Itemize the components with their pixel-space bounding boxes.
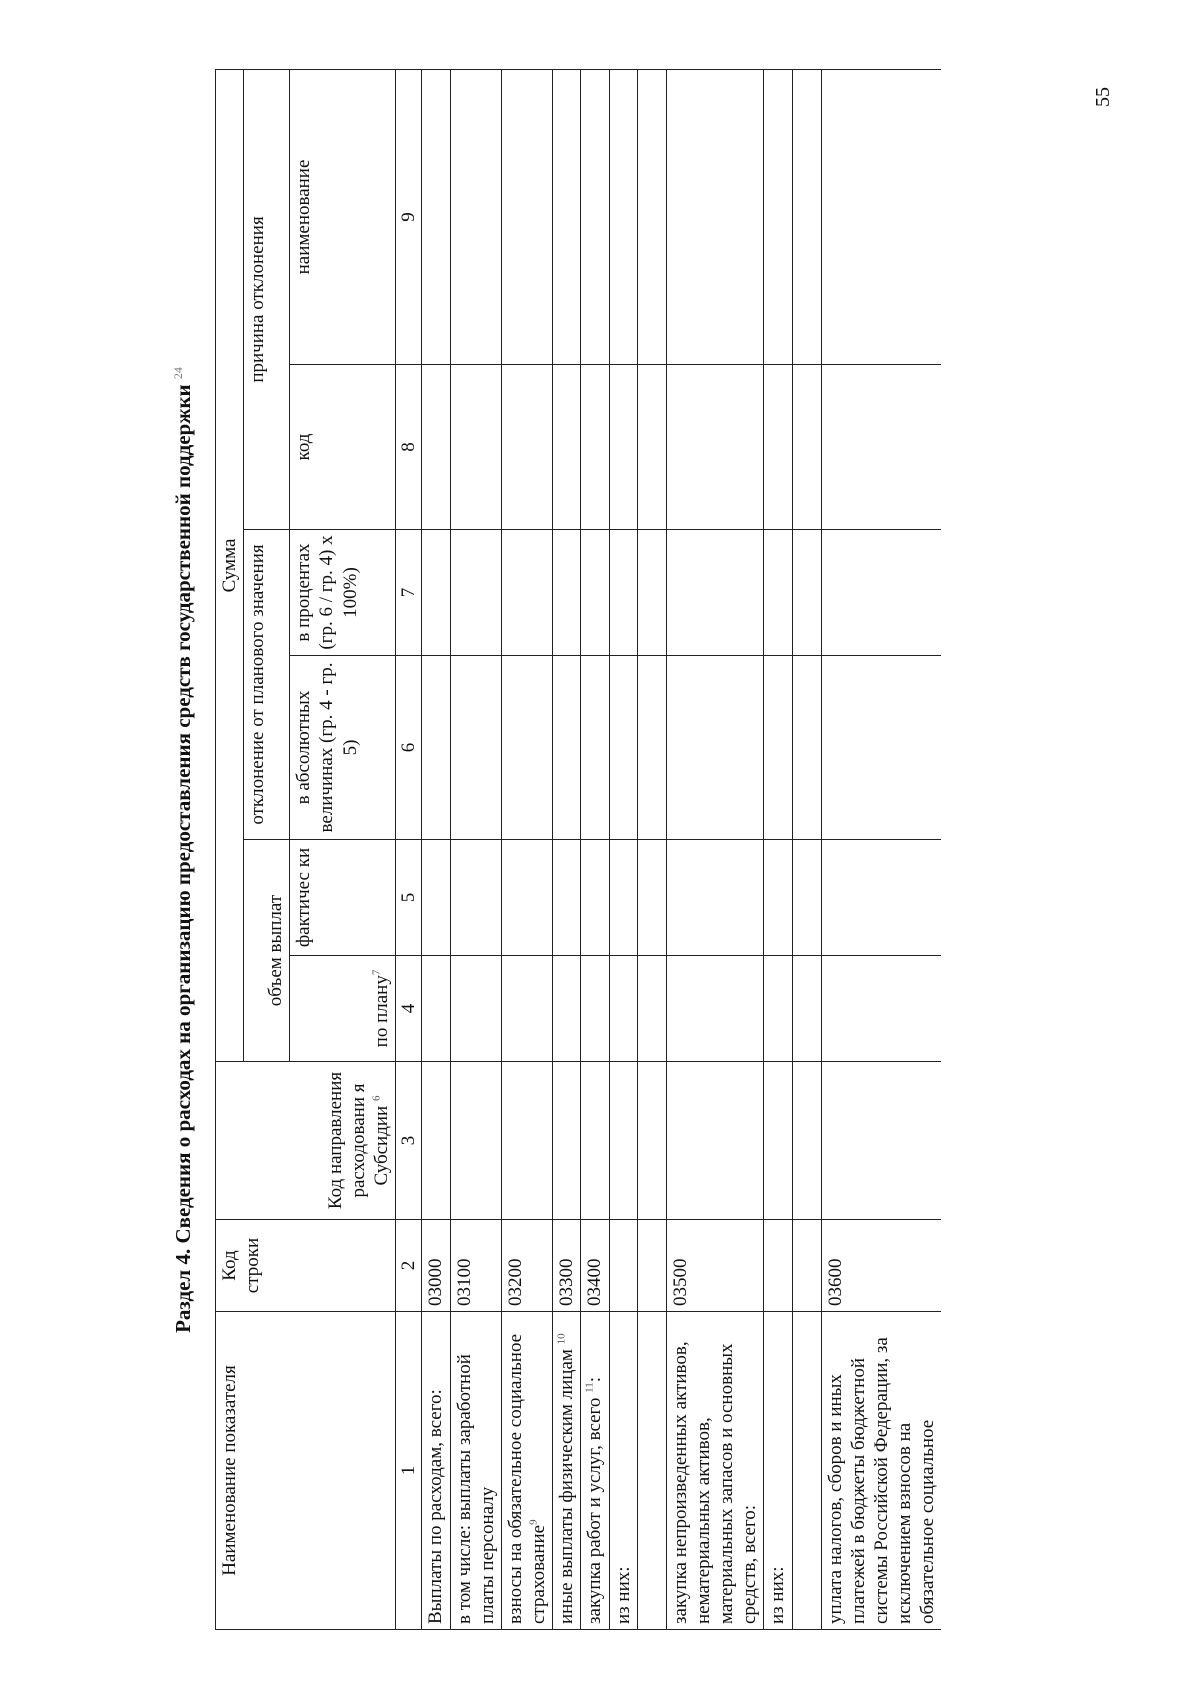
cell [821, 365, 941, 530]
row-code [609, 1220, 637, 1312]
cell [609, 365, 637, 530]
cell [666, 365, 764, 530]
cell [821, 840, 941, 956]
row-code [764, 1220, 792, 1312]
cell [792, 69, 821, 364]
section-title-footnote: 24 [171, 367, 185, 380]
cell [666, 69, 764, 364]
header-direction-code [216, 1062, 396, 1220]
column-number-3: 3 [396, 1062, 422, 1220]
cell [764, 656, 792, 840]
table-row [581, 69, 609, 1629]
cell [821, 656, 941, 840]
row-label [637, 1312, 666, 1630]
cell [422, 530, 450, 656]
header-payments-volume: объем выплат [244, 840, 290, 1062]
row-code: 03000 [422, 1220, 450, 1312]
cell [581, 1062, 609, 1220]
column-number-5: 5 [396, 840, 422, 956]
cell [501, 956, 552, 1062]
cell [553, 956, 581, 1062]
column-number-9: 9 [396, 69, 422, 364]
cell [666, 1062, 764, 1220]
cell [764, 365, 792, 530]
row-label-text: взносы на обязательное социальное страхование [504, 1333, 550, 1624]
cell [637, 365, 666, 530]
column-number-1: 1 [396, 1312, 422, 1630]
cell [581, 530, 609, 656]
table-row [553, 69, 581, 1629]
header-percent: в процентах (гр. 6 / гр. 4) x 100%) [290, 530, 396, 656]
cell [666, 840, 764, 956]
header-sum: Сумма [216, 69, 244, 1061]
cell [422, 1062, 450, 1220]
row-code: 03100 [450, 1220, 501, 1312]
cell [666, 656, 764, 840]
table-row [666, 69, 764, 1629]
cell [450, 1062, 501, 1220]
row-code: 03200 [501, 1220, 552, 1312]
cell [792, 956, 821, 1062]
table-row [637, 69, 666, 1629]
row-label [792, 1312, 821, 1630]
header-actual: фактичес ки [290, 840, 396, 956]
row-code [637, 1220, 666, 1312]
cell [501, 1062, 552, 1220]
row-label [581, 1312, 609, 1630]
header-row-code: Код строки [216, 1220, 396, 1312]
cell [422, 69, 450, 364]
header-reason-name: наименование [290, 69, 396, 364]
cell [553, 530, 581, 656]
cell [821, 1062, 941, 1220]
cell [821, 530, 941, 656]
cell [422, 365, 450, 530]
row-label-text: из них: [767, 1566, 789, 1624]
cell [581, 656, 609, 840]
cell [637, 956, 666, 1062]
row-label [821, 1312, 941, 1630]
cell [666, 530, 764, 656]
cell [792, 656, 821, 840]
cell [553, 1062, 581, 1220]
row-footnote: 11 [584, 1382, 597, 1393]
cell [637, 840, 666, 956]
cell [450, 656, 501, 840]
cell [581, 956, 609, 1062]
cell [637, 656, 666, 840]
header-reason: причина отклонения [244, 69, 290, 529]
cell [422, 956, 450, 1062]
cell [553, 840, 581, 956]
cell [609, 840, 637, 956]
row-label-text: уплата налогов, сборов и иных платежей в бюджеты бюджетной системы Российской Федерации, за исключением взносов на обязательное социальное [824, 1337, 939, 1624]
cell [764, 956, 792, 1062]
cell [581, 840, 609, 956]
section-title [155, 70, 201, 1630]
page-number: 55 [1092, 87, 1114, 107]
column-number-8: 8 [396, 365, 422, 530]
header-indicator-name: Наименование показателя [216, 1312, 396, 1630]
header-deviation: отклонение от планового значения [244, 530, 290, 840]
column-number-6: 6 [396, 656, 422, 840]
cell [501, 365, 552, 530]
cell [637, 530, 666, 656]
column-number-7: 7 [396, 530, 422, 656]
row-label [422, 1312, 450, 1630]
cell [821, 956, 941, 1062]
cell [553, 69, 581, 364]
cell [553, 365, 581, 530]
cell [609, 656, 637, 840]
cell [422, 656, 450, 840]
row-footnote: 10 [555, 1333, 568, 1345]
cell [821, 69, 941, 364]
row-label [553, 1312, 581, 1630]
cell [609, 956, 637, 1062]
row-code: 03600 [821, 1220, 941, 1312]
header-reason-code: код [290, 365, 396, 530]
cell [501, 840, 552, 956]
cell [764, 1062, 792, 1220]
header-abs-values: в абсолютных величинах (гр. 4 - гр. 5) [290, 656, 396, 840]
header-direction-code-text: Код направления расходовани я Субсидии [324, 1071, 392, 1210]
row-label [609, 1312, 637, 1630]
row-label-tail: : [584, 1377, 606, 1383]
row-code: 03400 [581, 1220, 609, 1312]
cell [637, 1062, 666, 1220]
cell [792, 840, 821, 956]
cell [501, 530, 552, 656]
row-code: 03500 [666, 1220, 764, 1312]
cell [450, 840, 501, 956]
row-label-text: Выплаты по расходам, всего: [425, 1389, 447, 1624]
cell [450, 530, 501, 656]
cell [666, 956, 764, 1062]
header-by-plan-text: по плану [371, 975, 392, 1048]
cell [792, 530, 821, 656]
cell [792, 1062, 821, 1220]
row-label [666, 1312, 764, 1630]
cell [450, 365, 501, 530]
cell [581, 69, 609, 364]
row-code [792, 1220, 821, 1312]
cell [609, 530, 637, 656]
cell [764, 530, 792, 656]
cell [764, 69, 792, 364]
cell [450, 69, 501, 364]
row-label-text: из них: [612, 1566, 634, 1624]
cell [609, 1062, 637, 1220]
header-by-plan [290, 956, 396, 1062]
cell [581, 365, 609, 530]
row-label [764, 1312, 792, 1630]
cell [792, 365, 821, 530]
cell [764, 840, 792, 956]
column-number-4: 4 [396, 956, 422, 1062]
cell [609, 69, 637, 364]
expenses-table [215, 69, 941, 1630]
row-label-text: закупка непроизведенных активов, нематериальных активов, материальных запасов и основных средств, всего: [669, 1341, 761, 1624]
table-row [792, 69, 821, 1629]
cell [553, 656, 581, 840]
rotated-landscape-content [155, 70, 1055, 1630]
row-label-text: закупка работ и услуг, всего [584, 1397, 606, 1624]
cell [637, 69, 666, 364]
table-row [501, 69, 552, 1629]
cell [501, 656, 552, 840]
section-title-text: Раздел 4. Сведения о расходах на организацию предоставления средств государственной поддержки [171, 384, 195, 1333]
row-label [501, 1312, 552, 1630]
column-number-row [396, 69, 422, 1629]
column-number-2: 2 [396, 1220, 422, 1312]
table-row [450, 69, 501, 1629]
table-row [609, 69, 637, 1629]
header-by-plan-footnote: 7 [370, 969, 383, 976]
cell [450, 956, 501, 1062]
row-footnote: 9 [527, 1519, 540, 1525]
row-label-text: иные выплаты физическим лицам [556, 1349, 578, 1624]
row-code: 03300 [553, 1220, 581, 1312]
table-row [422, 69, 450, 1629]
row-label-text: в том числе: выплаты заработной платы персоналу [453, 1354, 498, 1624]
cell [422, 840, 450, 956]
table-row [821, 69, 941, 1629]
cell [501, 69, 552, 364]
header-direction-code-footnote: 6 [370, 1095, 383, 1102]
row-label [450, 1312, 501, 1630]
table-row [764, 69, 792, 1629]
